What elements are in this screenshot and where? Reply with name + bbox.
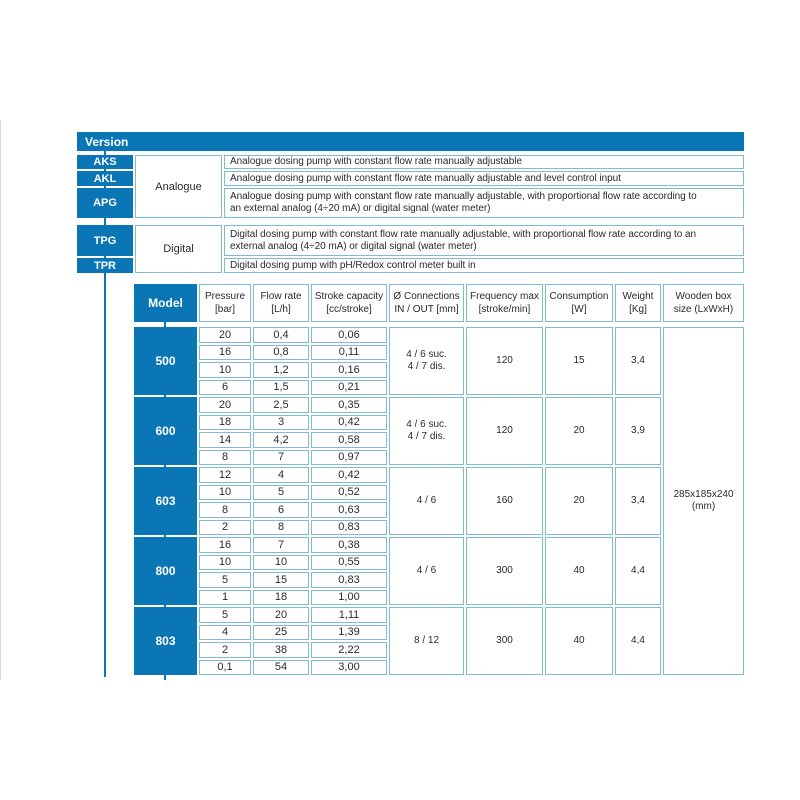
flow-rate-cell: 54 (253, 660, 309, 676)
pressure-cell: 10 (199, 485, 251, 501)
connections-cell (389, 467, 464, 535)
model-label: 600 (155, 424, 176, 438)
weight-cell (615, 397, 661, 465)
header-label: Stroke capacity (314, 291, 384, 302)
pressure-cell: 14 (199, 432, 251, 448)
category-analogue (135, 155, 222, 218)
pressure-cell: 18 (199, 415, 251, 431)
description-text: Analogue dosing pump with constant flow rate manually adjustable and level control input (230, 172, 621, 184)
header-pressure (199, 284, 251, 322)
flow-rate-cell: 25 (253, 625, 309, 641)
header-box-size (663, 284, 744, 322)
frequency-value: 160 (496, 495, 513, 506)
flow-rate-cell: 4 (253, 467, 309, 483)
flow-rate-cell: 0,8 (253, 345, 309, 361)
header-label: Weight (622, 291, 654, 302)
flow-rate-cell: 0,4 (253, 327, 309, 343)
stroke-capacity-cell: 1,39 (311, 625, 387, 641)
flow-rate-cell: 38 (253, 642, 309, 658)
category-label: Digital (163, 243, 194, 255)
pressure-cell: 2 (199, 520, 251, 536)
header-unit: [W] (571, 304, 587, 315)
frequency-value: 120 (496, 355, 513, 366)
code-label: APG (93, 197, 117, 209)
flow-rate-cell: 20 (253, 607, 309, 623)
header-unit: [Kg] (629, 304, 647, 315)
header-model (134, 284, 197, 322)
frequency-cell (466, 607, 543, 675)
stroke-capacity-cell: 1,11 (311, 607, 387, 623)
version-code-akl (77, 171, 133, 186)
pressure-cell: 10 (199, 362, 251, 378)
code-label: AKS (93, 156, 117, 168)
code-label: TPG (93, 234, 117, 247)
stroke-capacity-cell: 0,58 (311, 432, 387, 448)
description-text: Digital dosing pump with pH/Redox control meter built in (230, 259, 476, 271)
flow-rate-cell: 10 (253, 555, 309, 571)
box-size-value: 285x185x240 (673, 489, 734, 500)
flow-rate-cell: 7 (253, 450, 309, 466)
flow-rate-cell: 6 (253, 502, 309, 518)
model-label: 803 (155, 634, 176, 648)
header-unit: [bar] (214, 304, 235, 315)
stroke-capacity-cell: 1,00 (311, 590, 387, 606)
description-text: Analogue dosing pump with constant flow rate manually adjustable, with proportional flow rate according to (230, 191, 697, 202)
model-label-cell (134, 537, 197, 605)
stroke-capacity-cell: 0,97 (311, 450, 387, 466)
connections-value: 4 / 6 suc. (406, 349, 447, 360)
stroke-capacity-cell: 0,55 (311, 555, 387, 571)
model-label: 603 (155, 494, 176, 508)
description-tpg (224, 225, 744, 256)
stroke-capacity-cell: 0,52 (311, 485, 387, 501)
header-unit: size (LxWxH) (673, 304, 734, 315)
category-label: Analogue (155, 180, 202, 193)
description-text: Digital dosing pump with constant flow rate manually adjustable, with proportional flow rate according to an (230, 228, 696, 240)
model-label-cell (134, 607, 197, 675)
frequency-value: 120 (496, 425, 513, 436)
model-label: 800 (155, 564, 176, 578)
header-stroke-capacity (311, 284, 387, 322)
frequency-cell (466, 397, 543, 465)
consumption-value: 15 (573, 355, 585, 366)
stroke-capacity-cell: 0,42 (311, 415, 387, 431)
pressure-cell: 5 (199, 572, 251, 588)
pressure-cell: 8 (199, 450, 251, 466)
description-text: Analogue dosing pump with constant flow rate manually adjustable (230, 156, 522, 167)
consumption-cell (545, 537, 613, 605)
consumption-cell (545, 397, 613, 465)
header-label: Flow rate (260, 291, 302, 302)
header-unit: IN / OUT [mm] (394, 304, 459, 315)
description-akl (224, 171, 744, 186)
header-frequency (466, 284, 543, 322)
pressure-cell: 12 (199, 467, 251, 483)
connections-value: 4 / 6 (416, 565, 437, 576)
weight-cell (615, 607, 661, 675)
stroke-capacity-cell: 0,11 (311, 345, 387, 361)
consumption-value: 40 (573, 565, 585, 576)
code-label: AKL (93, 172, 117, 185)
stroke-capacity-cell: 0,63 (311, 502, 387, 518)
connections-value: 4 / 7 dis. (407, 431, 446, 442)
stroke-capacity-cell: 3,00 (311, 660, 387, 676)
consumption-value: 40 (573, 635, 585, 646)
weight-value: 3,9 (631, 425, 645, 436)
pressure-cell: 5 (199, 607, 251, 623)
pressure-cell: 16 (199, 345, 251, 361)
pressure-cell: 4 (199, 625, 251, 641)
description-tpr (224, 258, 744, 273)
box-size-cell (663, 327, 744, 675)
connections-value: 4 / 6 (416, 495, 437, 506)
weight-value: 3,4 (631, 495, 645, 506)
consumption-cell (545, 327, 613, 395)
description-apg (224, 188, 744, 218)
weight-cell (615, 327, 661, 395)
weight-cell (615, 537, 661, 605)
pressure-cell: 8 (199, 502, 251, 518)
version-code-aks (77, 155, 133, 169)
weight-value: 3,4 (631, 355, 645, 366)
model-label: 500 (155, 354, 176, 368)
description-text: an external analog (4÷20 mA) or digital signal (water meter) (230, 203, 491, 214)
flow-rate-cell: 5 (253, 485, 309, 501)
model-label-cell (134, 327, 197, 395)
header-weight (615, 284, 661, 322)
consumption-cell (545, 607, 613, 675)
header-consumption (545, 284, 613, 322)
category-digital (135, 225, 222, 273)
header-label: Pressure (204, 291, 245, 302)
header-label: Model (148, 296, 183, 310)
version-code-tpr (77, 258, 133, 273)
version-header-label: Version (85, 134, 129, 149)
header-unit: [cc/stroke] (326, 304, 372, 315)
connections-cell (389, 537, 464, 605)
consumption-value: 20 (573, 425, 585, 436)
frequency-cell (466, 537, 543, 605)
connections-cell (389, 397, 464, 465)
description-text: external analog (4÷20 mA) or digital signal (water meter) (230, 240, 477, 252)
header-flow-rate (253, 284, 309, 322)
header-unit: [stroke/min] (478, 304, 531, 315)
frequency-value: 300 (496, 565, 513, 576)
stroke-capacity-cell: 0,38 (311, 537, 387, 553)
flow-rate-cell: 2,5 (253, 397, 309, 413)
connections-cell (389, 327, 464, 395)
stroke-capacity-cell: 0,21 (311, 380, 387, 396)
connections-cell (389, 607, 464, 675)
pressure-cell: 0,1 (199, 660, 251, 676)
frequency-cell (466, 467, 543, 535)
frequency-value: 300 (496, 635, 513, 646)
pressure-cell: 10 (199, 555, 251, 571)
header-label: Wooden box (675, 291, 732, 302)
model-label-cell (134, 397, 197, 465)
pressure-cell: 16 (199, 537, 251, 553)
stroke-capacity-cell: 0,06 (311, 327, 387, 343)
pressure-cell: 6 (199, 380, 251, 396)
header-label: Consumption (549, 291, 609, 302)
weight-cell (615, 467, 661, 535)
header-label: Ø Connections (393, 291, 460, 302)
flow-rate-cell: 15 (253, 572, 309, 588)
flow-rate-cell: 7 (253, 537, 309, 553)
flow-rate-cell: 3 (253, 415, 309, 431)
version-code-apg (77, 188, 133, 218)
pressure-cell: 20 (199, 327, 251, 343)
flow-rate-cell: 1,5 (253, 380, 309, 396)
pressure-cell: 2 (199, 642, 251, 658)
header-label: Frequency max (470, 291, 539, 302)
code-label: TPR (94, 259, 116, 272)
connections-value: 4 / 6 suc. (406, 419, 447, 430)
stroke-capacity-cell: 2,22 (311, 642, 387, 658)
consumption-value: 20 (573, 495, 585, 506)
stroke-capacity-cell: 0,42 (311, 467, 387, 483)
connections-value: 4 / 7 dis. (407, 361, 446, 372)
header-unit: [L/h] (271, 304, 291, 315)
pressure-cell: 1 (199, 590, 251, 606)
model-label-cell (134, 467, 197, 535)
stroke-capacity-cell: 0,35 (311, 397, 387, 413)
stroke-capacity-cell: 0,16 (311, 362, 387, 378)
flow-rate-cell: 18 (253, 590, 309, 606)
flow-rate-cell: 1,2 (253, 362, 309, 378)
flow-rate-cell: 8 (253, 520, 309, 536)
connections-value: 8 / 12 (413, 635, 440, 646)
weight-value: 4,4 (631, 565, 645, 576)
header-connections (389, 284, 464, 322)
page-edge-line (0, 120, 1, 680)
flow-rate-cell: 4,2 (253, 432, 309, 448)
stroke-capacity-cell: 0,83 (311, 572, 387, 588)
weight-value: 4,4 (631, 635, 645, 646)
pressure-cell: 20 (199, 397, 251, 413)
box-size-unit: (mm) (691, 501, 716, 512)
version-code-tpg (77, 225, 133, 256)
description-aks (224, 155, 744, 169)
frequency-cell (466, 327, 543, 395)
stroke-capacity-cell: 0,83 (311, 520, 387, 536)
version-header (77, 132, 744, 151)
consumption-cell (545, 467, 613, 535)
